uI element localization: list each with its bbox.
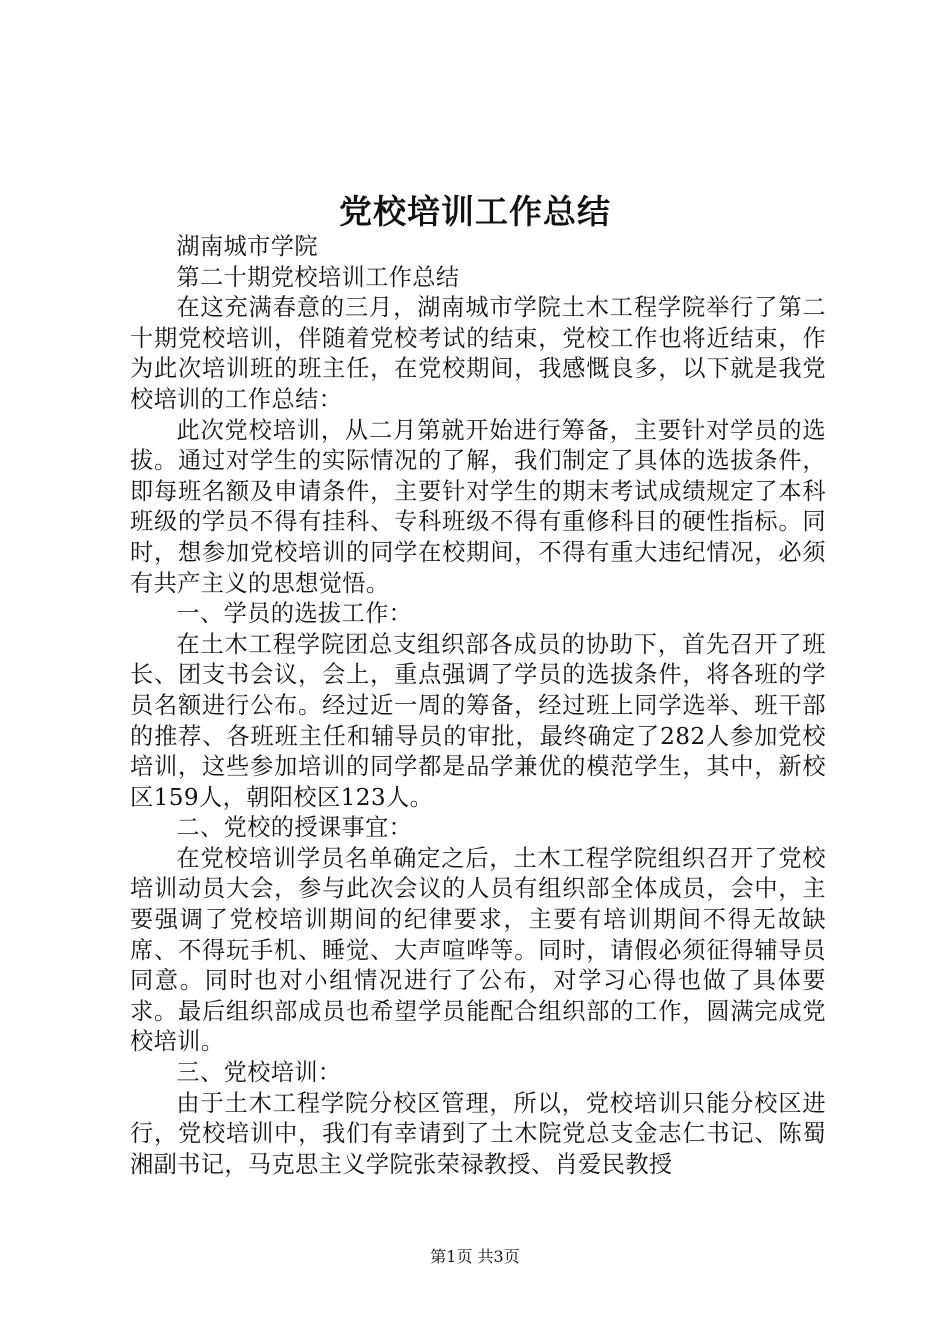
document-body	[130, 232, 826, 1180]
section-heading-training: 三、党校培训：	[176, 1059, 342, 1087]
document-title: 党校培训工作总结	[339, 192, 611, 231]
paragraph-teaching: 在党校培训学员名单确定之后，土木工程学院组织召开了党校培训动员大会，参与此次会议的人员有组织部全体成员，会中，主要强调了党校培训期间的纪律要求，主要有培训期间不得无故缺席、不得玩手机、睡觉、大声喧哗等。同时，请假必须征得辅导员同意。同时也对小组情况进行了公布，对学习心得也做了具体要求。最后组织部成员也希望学员能配合组织部的工作，圆满完成党校培训。	[130, 844, 826, 1056]
paragraph-institution: 湖南城市学院	[176, 233, 318, 260]
paragraph-selection: 在土木工程学院团总支组织部各成员的协助下，首先召开了班长、团支书会议，会上，重点强调了学员的选拔条件，将各班的学员名额进行公布。经过近一周的筹备，经过班上同学选举、班干部的推荐、各班班主任和辅导员的审批，最终确定了282人参加党校培训，这些参加培训的同学都是品学兼优的模范学生，其中，新校区159人，朝阳校区123人。	[130, 630, 826, 811]
paragraph-training: 由于土木工程学院分校区管理，所以，党校培训只能分校区进行，党校培训中，我们有幸请到了土木院党总支金志仁书记、陈蜀湘副书记，马克思主义学院张荣禄教授、肖爱民教授	[130, 1089, 826, 1178]
paragraph-subtitle: 第二十期党校培训工作总结	[176, 263, 460, 291]
page-number-footer: 第1页 共3页	[430, 1247, 520, 1266]
section-heading-teaching: 二、党校的授课事宜：	[176, 814, 413, 842]
section-heading-selection: 一、学员的选拔工作：	[176, 600, 413, 628]
paragraph-intro: 在这充满春意的三月，湖南城市学院土木工程学院举行了第二十期党校培训，伴随着党校考试的结束，党校工作也将近结束，作为此次培训班的班主任，在党校期间，我感慨良多，以下就是我党校培训的工作总结：	[130, 294, 826, 413]
paragraph-preparation: 此次党校培训，从二月第就开始进行筹备，主要针对学员的选拔。通过对学生的实际情况的了解，我们制定了具体的选拔条件，即每班名额及申请条件，主要针对学生的期末考试成绩规定了本科班级的学员不得有挂科、专科班级不得有重修科目的硬性指标。同时，想参加党校培训的同学在校期间，不得有重大违纪情况，必须有共产主义的思想觉悟。	[130, 416, 826, 597]
